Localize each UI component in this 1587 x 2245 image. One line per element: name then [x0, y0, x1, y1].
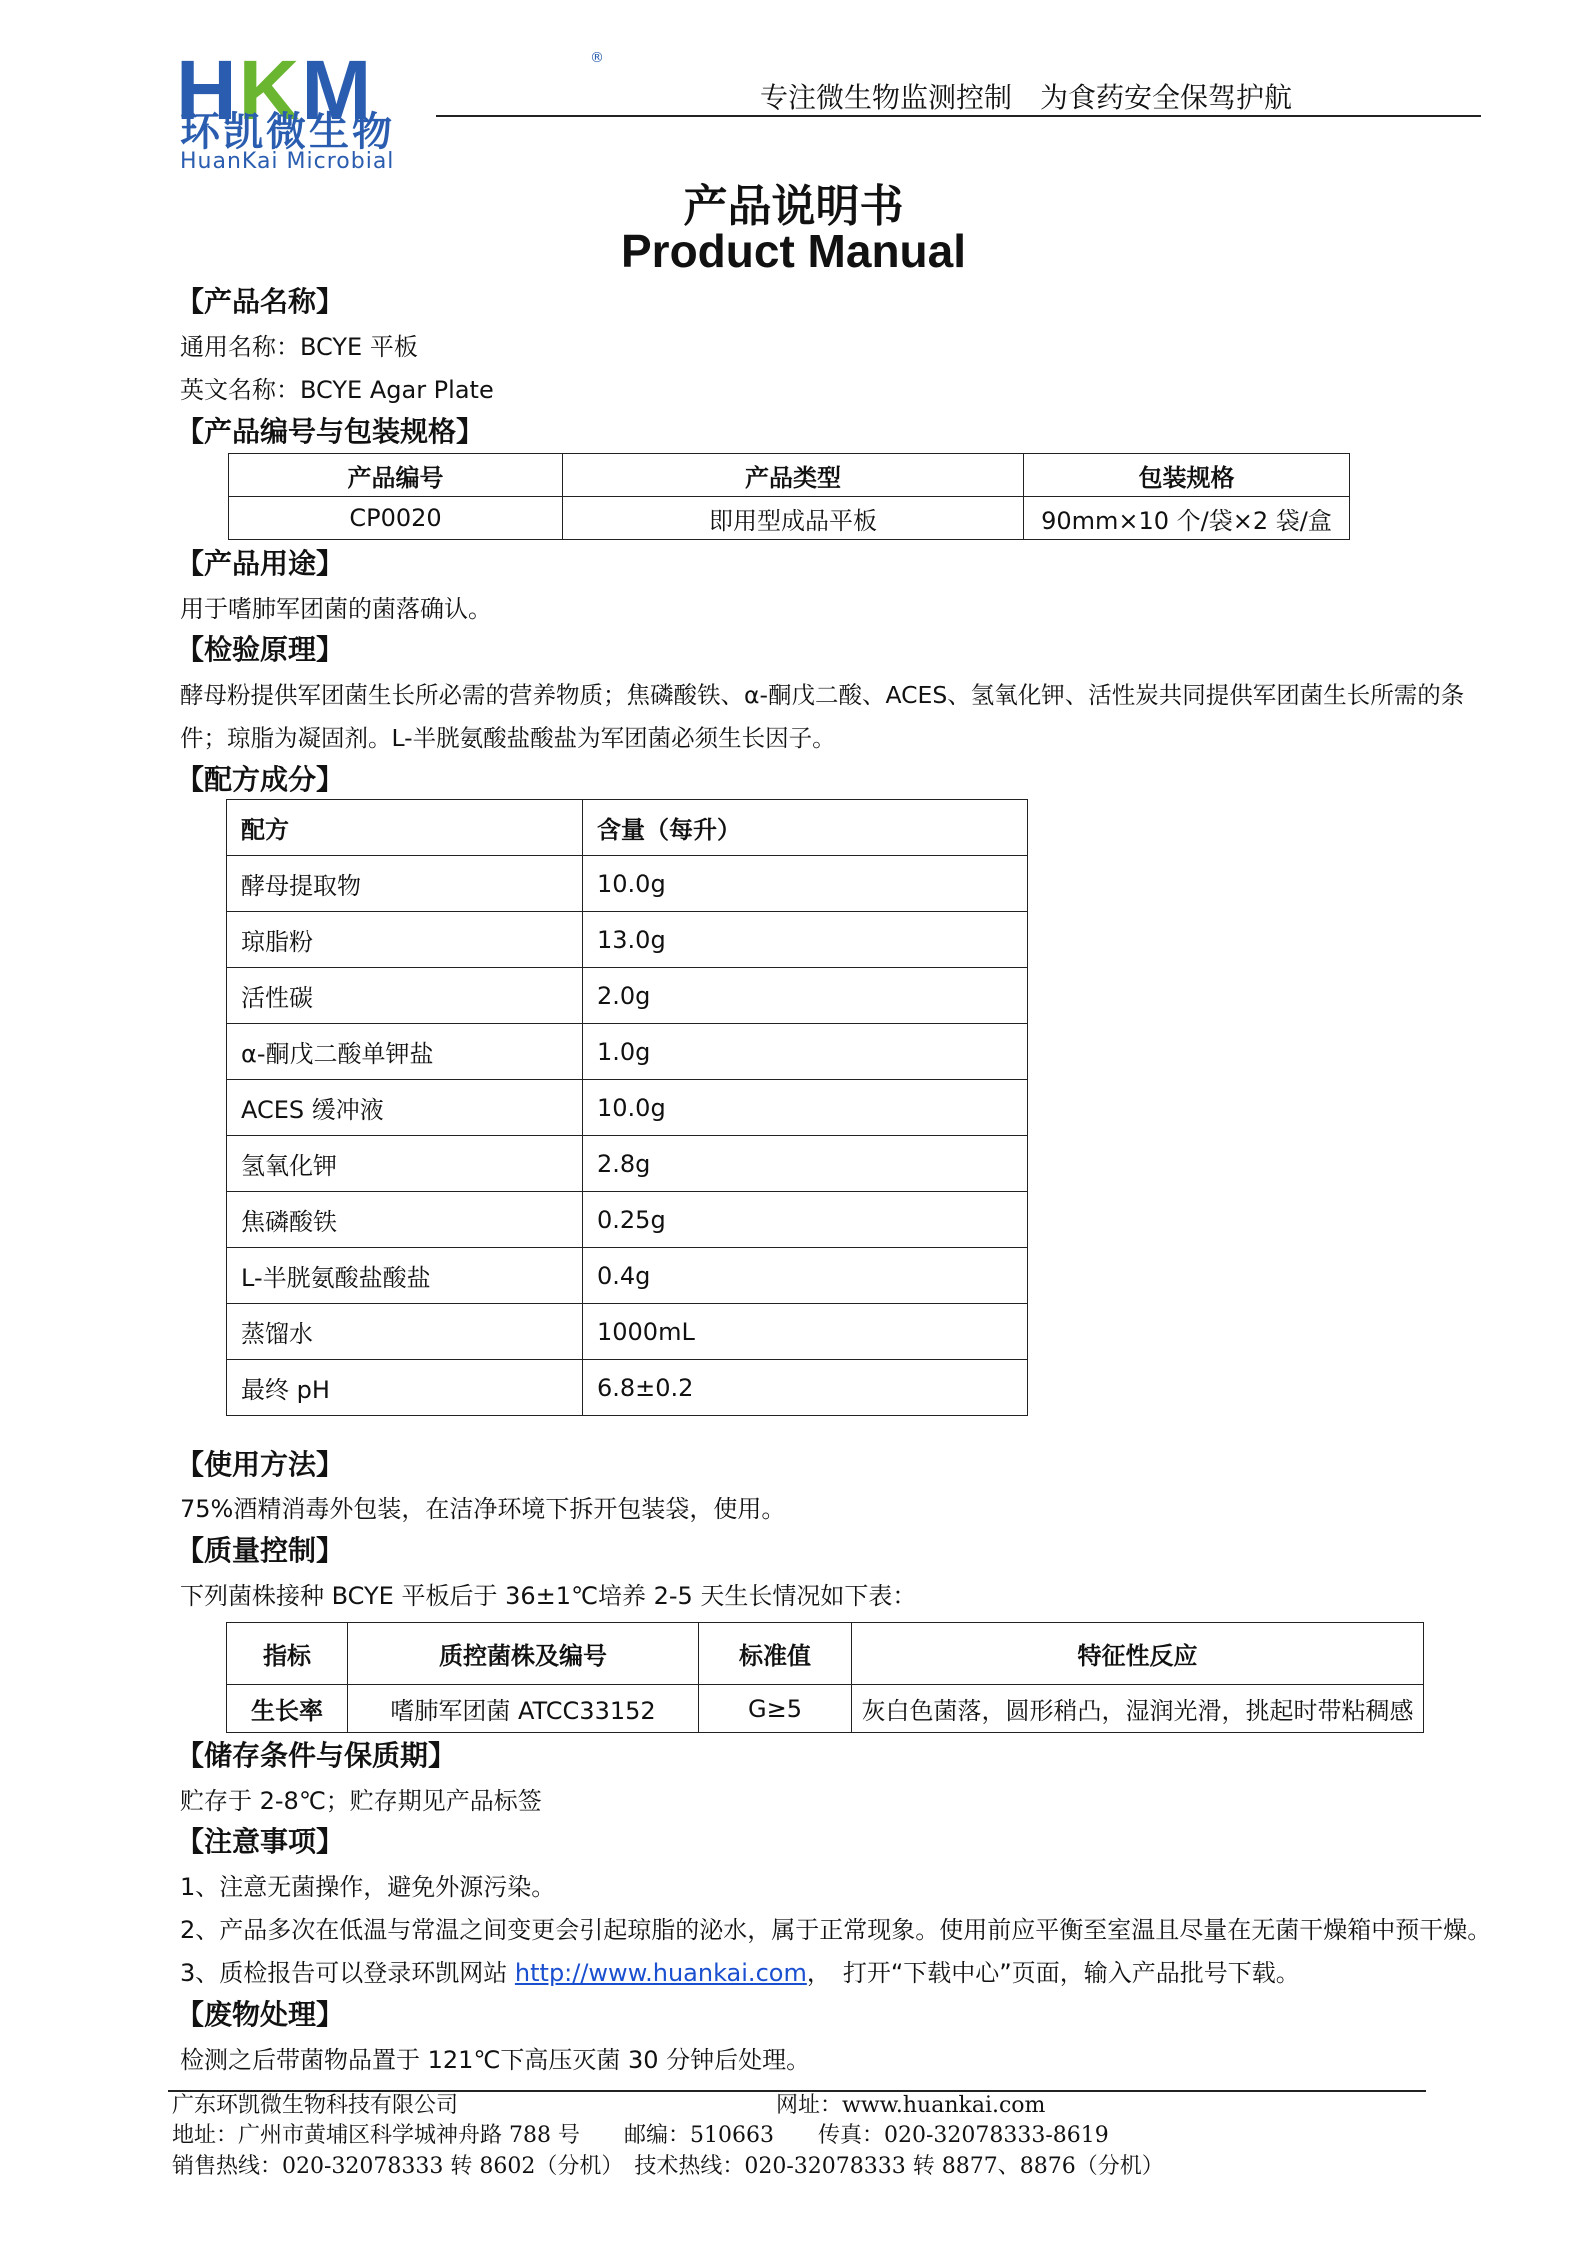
principle-line-1: 酵母粉提供军团菌生长所必需的营养物质；焦磷酸铁、α-酮戊二酸、ACES、氢氧化钾、活性炭共同提供军团菌生长所需的条	[180, 681, 1465, 709]
website-link[interactable]: http://www.huankai.com	[514, 1959, 807, 1987]
qc-table	[226, 1622, 1424, 1733]
table-row	[227, 1192, 1028, 1248]
formula-ingredient: 琼脂粉	[227, 912, 583, 968]
footer-company: 广东环凯微生物科技有限公司	[172, 2093, 459, 2118]
section-heading-code: 【产品编号与包装规格】	[176, 415, 485, 448]
section-heading-name: 【产品名称】	[176, 285, 345, 318]
table-row	[227, 1080, 1028, 1136]
footer-website: 网址：www.huankai.com	[776, 2093, 1046, 2118]
formula-header-2: 含量（每升）	[583, 800, 1028, 856]
table-row	[227, 1024, 1028, 1080]
company-logo	[172, 43, 604, 174]
formula-ingredient: ACES 缓冲液	[227, 1080, 583, 1136]
logo-letters: HKM	[176, 43, 374, 137]
section-heading-qc: 【质量控制】	[176, 1534, 345, 1567]
footer-address: 地址：广州市黄埔区科学城神舟路 788 号 邮编：510663 传真：020-32078333-8619	[172, 2123, 1109, 2148]
principle-line-2: 件；琼脂为凝固剂。L-半胱氨酸盐酸盐为军团菌必须生长因子。	[180, 724, 836, 752]
section-heading-storage: 【储存条件与保质期】	[176, 1739, 457, 1772]
page-title-cn: 产品说明书	[683, 181, 904, 232]
section-heading-principle: 【检验原理】	[176, 633, 345, 666]
section-heading-notes: 【注意事项】	[176, 1825, 345, 1858]
logo-en-text: HuanKai Microbial	[180, 149, 395, 174]
formula-amount: 0.4g	[583, 1248, 1028, 1304]
note-item-1: 1、注意无菌操作，避免外源污染。	[180, 1873, 556, 1901]
formula-amount: 10.0g	[583, 856, 1028, 912]
header-divider	[436, 115, 1481, 117]
qc-cell-strain: 嗜肺军团菌 ATCC33152	[348, 1685, 699, 1733]
formula-amount: 10.0g	[583, 1080, 1028, 1136]
formula-amount: 6.8±0.2	[583, 1360, 1028, 1416]
registered-mark: ®	[590, 50, 604, 66]
page-title-en: Product Manual	[620, 225, 967, 277]
table-row	[227, 912, 1028, 968]
waste-text: 检测之后带菌物品置于 121℃下高压灭菌 30 分钟后处理。	[180, 2046, 811, 2074]
table-row	[227, 1248, 1028, 1304]
formula-amount: 2.0g	[583, 968, 1028, 1024]
formula-table	[226, 799, 1028, 1416]
formula-amount: 2.8g	[583, 1136, 1028, 1192]
qc-header-1: 指标	[227, 1623, 348, 1685]
note-item-3-suffix: ， 打开“下载中心”页面，输入产品批号下载。	[806, 1959, 1300, 1987]
section-heading-waste: 【废物处理】	[176, 1998, 345, 2031]
formula-amount: 0.25g	[583, 1192, 1028, 1248]
code-header-1: 产品编号	[229, 454, 563, 497]
code-cell-id: CP0020	[229, 497, 563, 540]
formula-ingredient: 酵母提取物	[227, 856, 583, 912]
formula-amount: 13.0g	[583, 912, 1028, 968]
table-row	[227, 1685, 1424, 1733]
formula-header-1: 配方	[227, 800, 583, 856]
qc-header-2: 质控菌株及编号	[348, 1623, 699, 1685]
formula-ingredient: L-半胱氨酸盐酸盐	[227, 1248, 583, 1304]
qc-cell-indicator: 生长率	[227, 1685, 348, 1733]
table-row	[227, 1360, 1028, 1416]
section-heading-formula: 【配方成分】	[176, 763, 345, 796]
code-header-2: 产品类型	[563, 454, 1024, 497]
qc-intro: 下列菌株接种 BCYE 平板后于 36±1℃培养 2-5 天生长情况如下表：	[180, 1582, 917, 1610]
formula-ingredient: 氢氧化钾	[227, 1136, 583, 1192]
use-text: 用于嗜肺军团菌的菌落确认。	[180, 595, 492, 623]
table-row	[227, 968, 1028, 1024]
note-item-2: 2、产品多次在低温与常温之间变更会引起琼脂的泌水，属于正常现象。使用前应平衡至室温且尽量在无菌干燥箱中预干燥。	[180, 1916, 1492, 1944]
section-heading-use: 【产品用途】	[176, 547, 345, 580]
table-row	[227, 856, 1028, 912]
qc-header-4: 特征性反应	[852, 1623, 1424, 1685]
note-item-3	[180, 1956, 1300, 1990]
formula-amount: 1.0g	[583, 1024, 1028, 1080]
code-table	[228, 453, 1350, 540]
qc-cell-reaction: 灰白色菌落，圆形稍凸，湿润光滑，挑起时带粘稠感	[852, 1685, 1424, 1733]
table-row	[227, 1304, 1028, 1360]
english-name: 英文名称：BCYE Agar Plate	[180, 376, 494, 404]
code-header-3: 包装规格	[1024, 454, 1350, 497]
formula-ingredient: 焦磷酸铁	[227, 1192, 583, 1248]
table-row	[229, 497, 1350, 540]
section-heading-method: 【使用方法】	[176, 1448, 345, 1481]
footer-hotlines: 销售热线：020-32078333 转 8602（分机） 技术热线：020-32078333 转 8877、8876（分机）	[172, 2154, 1164, 2179]
note-item-3-prefix: 3、质检报告可以登录环凯网站	[180, 1959, 515, 1987]
header-slogan: 专注微生物监测控制 为食药安全保驾护航	[760, 81, 1293, 114]
code-cell-pack: 90mm×10 个/袋×2 袋/盒	[1024, 497, 1350, 540]
logo-cn-text: 环凯微生物	[180, 109, 395, 155]
formula-ingredient: α-酮戊二酸单钾盐	[227, 1024, 583, 1080]
generic-name: 通用名称：BCYE 平板	[180, 333, 418, 361]
formula-ingredient: 最终 pH	[227, 1360, 583, 1416]
formula-amount: 1000mL	[583, 1304, 1028, 1360]
method-text: 75%酒精消毒外包装，在洁净环境下拆开包装袋，使用。	[180, 1495, 786, 1523]
formula-ingredient: 蒸馏水	[227, 1304, 583, 1360]
qc-cell-standard: G≥5	[699, 1685, 852, 1733]
storage-text: 贮存于 2-8℃；贮存期见产品标签	[180, 1787, 542, 1815]
formula-ingredient: 活性碳	[227, 968, 583, 1024]
code-cell-type: 即用型成品平板	[563, 497, 1024, 540]
table-row	[227, 1136, 1028, 1192]
qc-header-3: 标准值	[699, 1623, 852, 1685]
